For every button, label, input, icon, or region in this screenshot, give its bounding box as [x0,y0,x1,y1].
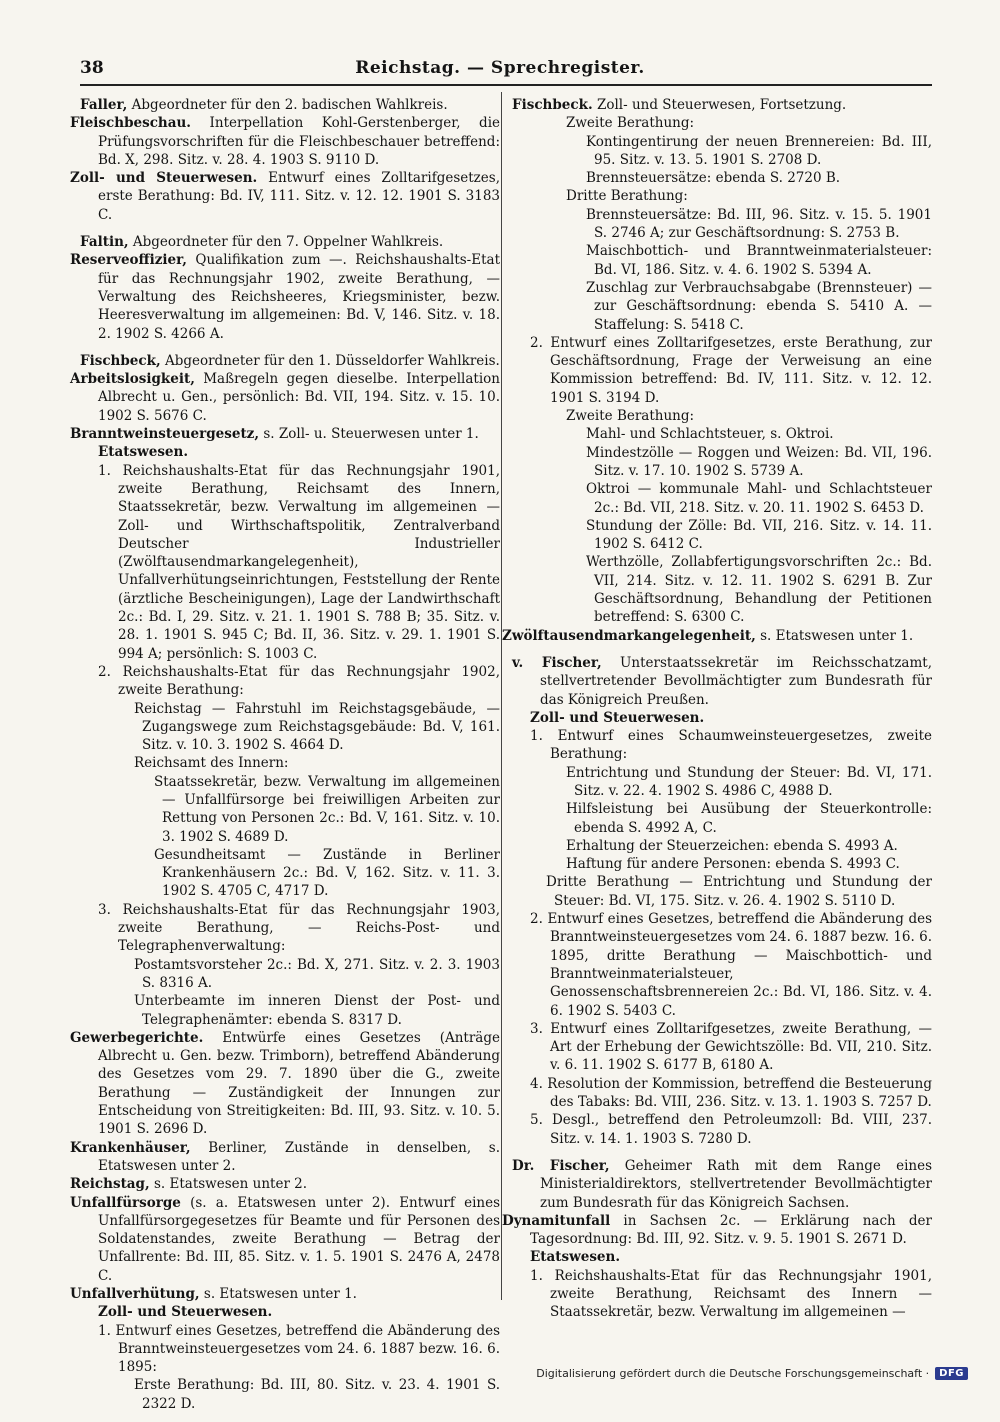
entry-subitem [512,873,932,910]
entry-subitem [502,1212,932,1249]
entry-text: Entrichtung und Stundung der Steuer: Bd. VI, 171. Sitz. v. 22. 4. 1902 S. 4986 C, 4988 D. [566,764,932,799]
entry-text: Dritte Berathung — Entrichtung und Stundung der Steuer: Bd. VI, 175. Sitz. v. 26. 4. 1902 S. 5110 D. [546,874,932,909]
entry-keyword: Fischbeck. [512,97,593,113]
entry-subitem [80,754,500,772]
entry-keyword: Dr. Fischer, [512,1157,610,1174]
entry-subitem [80,1303,500,1321]
entry-keyword: Faltin, [80,234,129,251]
entry-text: 2. Reichshaushalts-Etat für das Rechnungsjahr 1902, zweite Berathung: [98,663,500,699]
index-entry [502,96,932,645]
entry-subitem [512,709,932,727]
entry-text: s. Etatswesen unter 1. [199,1286,357,1302]
entry-subitem [512,517,932,554]
entry-keyword: v. Fischer, [512,654,602,671]
entry-text: s. Etatswesen unter 1. [755,627,914,644]
entry-subitem [70,370,500,425]
entry-subitem [512,1111,932,1148]
entry-keyword: Gewerbegerichte. [70,1029,204,1046]
entry-subitem [512,114,932,132]
entry-keyword: Unfallfürsorge [70,1194,181,1211]
entry-text: Staatssekretär, bezw. Verwaltung im allgemeinen — Unfallfürsorge bei freiwilligen Arbeiten zur Rettung von Personen 2c.: Bd. V, 161. Sitz. v. 10. 3. 1902 S. 4689 D. [154,773,500,845]
column-divider [501,92,502,1300]
entry-text: Interpellation Kohl-Gerstenberger, die Prüfungsvorschriften für die Fleischbeschauer betreffend: Bd. X, 298. Sitz. v. 28. 4. 1903 S. 9110 D. [98,115,500,168]
entry-text: 1. Reichshaushalts-Etat für das Rechnungsjahr 1901, zweite Berathung, Reichsamt des Innern — Staatssekretär, bezw. Verwaltung im allgemeinen — [530,1267,932,1321]
entry-keyword: Etatswesen. [98,444,189,461]
entry-heading [512,654,932,709]
entry-text: Unterbeamte im inneren Dienst der Post- und Telegraphenämter: ebenda S. 8317 D. [134,993,500,1028]
entry-subitem [512,444,932,481]
entry-subitem [512,1267,932,1322]
entry-keyword: Zoll- und Steuerwesen. [70,170,258,187]
entry-text: Dritte Berathung: [566,188,688,205]
entry-text: 5. Desgl., betreffend den Petroleumzoll: Bd. VIII, 237. Sitz. v. 14. 1. 1903 S. 7280 D. [530,1112,932,1147]
entry-subitem [80,663,500,700]
entry-text: Zoll- und Steuerwesen, Fortsetzung. [592,97,847,113]
entry-subitem [512,242,932,279]
entry-text: 1. Entwurf eines Schaumweinsteuergesetzes, zweite Berathung: [530,728,932,763]
entry-keyword: Fischbeck, [80,352,161,369]
entry-text: in Sachsen 2c. — Erklärung nach der Tagesordnung: Bd. III, 92. Sitz. v. 9. 5. 1901 S. 2671 D. [530,1212,932,1248]
entry-keyword: Zoll- und Steuerwesen. [98,1304,273,1321]
entry-text: 3. Entwurf eines Zolltarifgesetzes, zweite Berathung, — Art der Erhebung der Gewichtszölle: Bd. VII, 210. Sitz. v. 6. 11. 1902 S. 6177 B, 6180 A. [530,1020,932,1074]
entry-subitem [512,407,932,425]
entry-text: 1. Reichshaushalts-Etat für das Rechnungsjahr 1901, zweite Berathung, Reichsamt des Innern, Staatssekretär, bezw. Verwaltung im allgemeinen — Zoll- und Wirthschaftspolitik, Zentralverband Deutscher Industrieller (Zwölftausendmarkangelegenheit), Unfallverhütungseinrichtungen, Feststellung der Rente (ärztliche Bescheinigungen), Lage der Landwirthschaft 2c.: Bd. I, 29. Sitz. v. 21. 1. 1901 S. 788 B; 35. Sitz. v. 28. 1. 1901 S. 945 C; Bd. II, 36. Sitz. v. 29. 1. 1901 S. 994 A; persönlich: S. 1003 C. [98,462,500,662]
entry-subitem [512,727,932,764]
entry-subitem [512,334,932,407]
entry-subitem [512,910,932,1020]
running-title: Reichstag. — Sprechregister. [355,58,645,78]
entry-text: Gesundheitsamt — Zustände in Berliner Krankenhäusern 2c.: Bd. V, 162. Sitz. v. 11. 3. 1902 S. 4705 C, 4717 D. [154,846,500,900]
entry-subitem [512,169,932,187]
entry-keyword: Dynamitunfall [502,1212,611,1229]
entry-text: Brennsteuersätze: Bd. III, 96. Sitz. v. 15. 5. 1901 S. 2746 A; zur Geschäftsordnung: S. 2753 B. [586,206,932,242]
entry-text: Geheimer Rath mit dem Range eines Ministerialdirektors, stellvertretender Bevollmächtigter zum Bundesrath für das Königreich Sachsen. [540,1157,933,1211]
entry-subitem [70,1029,500,1139]
entry-text: Werthzölle, Zollabfertigungsvorschriften 2c.: Bd. VII, 214. Sitz. v. 12. 11. 1902 S. 6291 B. Zur Geschäftsordnung, Behandlung der Petitionen betreffend: S. 6300 C. [586,554,932,626]
footer [536,1367,968,1380]
entry-text: Abgeordneter für den 7. Oppelner Wahlkreis. [128,234,444,251]
entry-keyword: Zoll- und Steuerwesen. [530,709,705,726]
entry-subitem [512,279,932,334]
entry-text: Reichsamt des Innern: [134,755,289,772]
entry-text: Oktroi — kommunale Mahl- und Schlachtsteuer 2c.: Bd. VII, 218. Sitz. v. 20. 11. 1902 S. 6453 D. [586,481,932,516]
entry-text: Haftung für andere Personen: ebenda S. 4993 C. [566,856,900,873]
entry-subitem [70,1285,500,1303]
entry-text: Hilfsleistung bei Ausübung der Steuerkontrolle: ebenda S. 4992 A, C. [566,801,932,836]
entry-heading [80,233,500,251]
entry-subitem [70,1194,500,1285]
entry-text: Zweite Berathung: [566,408,695,425]
entry-text: Berliner, Zustände in denselben, s. Etatswesen unter 2. [98,1139,500,1174]
entry-subitem [80,773,500,846]
digitization-credit: Digitalisierung gefördert durch die Deutsche Forschungsgemeinschaft · [536,1367,930,1380]
entry-subitem [512,1075,932,1112]
entry-text: Brennsteuersätze: ebenda S. 2720 B. [586,170,841,187]
entry-subitem [80,846,500,901]
entry-text: Maischbottich- und Branntweinmaterialsteuer: Bd. VI, 186. Sitz. v. 4. 6. 1902 S. 5394 A. [586,243,932,278]
entry-subitem [70,169,500,224]
entry-keyword: Krankenhäuser, [70,1139,191,1156]
entry-keyword: Reichstag, [70,1176,150,1193]
entry-keyword: Etatswesen. [530,1249,621,1266]
entry-heading [80,352,500,370]
entry-keyword: Faller, [80,97,128,113]
entry-subitem [70,251,500,342]
entry-keyword: Reserveoffizier, [70,252,187,269]
entry-text: Reichstag — Fahrstuhl im Reichstagsgebäude, — Zugangswege zum Reichstagsgebäude: Bd. V, 161. Sitz. v. 10. 3. 1902 S. 4664 D. [134,700,500,754]
entry-subitem [512,1248,932,1266]
entry-text: 1. Entwurf eines Gesetzes, betreffend die Abänderung des Branntweinsteuergesetzes vom 24. 6. 1887 bezw. 16. 6. 1895: [98,1322,500,1376]
entry-text: Abgeordneter für den 2. badischen Wahlkreis. [127,97,448,113]
entry-text: Mahl- und Schlachtsteuer, s. Oktroi. [586,426,834,443]
entry-text: Abgeordneter für den 1. Düsseldorfer Wahlkreis. [160,352,500,369]
entry-heading [80,96,500,114]
entry-text: Kontingentirung der neuen Brennereien: Bd. III, 95. Sitz. v. 13. 5. 1901 S. 2708 D. [586,133,932,168]
entry-subitem [512,1020,932,1075]
entry-subitem [502,627,932,645]
entry-text: s. Etatswesen unter 2. [149,1176,308,1193]
entry-subitem [70,1139,500,1176]
entry-text: s. Zoll- u. Steuerwesen unter 1. [259,426,479,443]
entry-subitem [80,901,500,956]
index-entry [70,96,500,224]
entry-text: Mindestzölle — Roggen und Weizen: Bd. VII, 196. Sitz. v. 17. 10. 1902 S. 5739 A. [586,444,932,479]
entry-subitem [80,1322,500,1377]
entry-subitem [512,764,932,801]
entry-subitem [70,1175,500,1193]
entry-keyword: Zwölftausendmarkangelegenheit, [502,627,756,644]
entry-subitem [80,443,500,461]
entry-subitem [512,187,932,205]
entry-text: Postamtsvorsteher 2c.: Bd. X, 271. Sitz. v. 2. 3. 1903 S. 8316 A. [134,956,500,991]
entry-subitem [80,462,500,663]
entry-keyword: Branntweinsteuergesetz, [70,426,260,443]
entry-subitem [70,114,500,169]
entry-keyword: Arbeitslosigkeit, [70,371,195,388]
entry-text: 3. Reichshaushalts-Etat für das Rechnungsjahr 1903, zweite Berathung, — Reichs-Post- und Telegraphenverwaltung: [98,901,500,955]
entry-text: Zweite Berathung: [566,115,695,132]
entry-text: Unterstaatssekretär im Reichsschatzamt, stellvertretender Bevollmächtigter zum Bundesrath für das Königreich Preußen. [540,654,933,708]
entry-subitem [512,133,932,170]
entry-heading [512,1157,932,1212]
index-entry [70,233,500,343]
left-column [70,96,500,1422]
entry-keyword: Unfallverhütung, [70,1286,200,1302]
entry-subitem [70,425,500,443]
entry-text: Erste Berathung: Bd. III, 80. Sitz. v. 23. 4. 1901 S. 2322 D. [134,1377,500,1412]
entry-subitem [80,700,500,755]
entry-keyword: Fleischbeschau. [70,115,191,132]
entry-heading [512,96,932,114]
entry-text: Zuschlag zur Verbrauchsabgabe (Brennsteuer) — zur Geschäftsordnung: ebenda S. 5410 A. — Staffelung: S. 5418 C. [586,279,932,333]
entry-subitem [80,1376,500,1413]
index-entry [512,654,932,1148]
header-rule [80,84,932,86]
entry-text: Entwürfe eines Gesetzes (Anträge Albrecht u. Gen. bezw. Trimborn), betreffend Abänderung des Gesetzes vom 29. 7. 1890 über die G., zweite Berathung — Zuständigkeit der Innungen zur Entscheidung von Streitigkeiten: Bd. III, 93. Sitz. v. 10. 5. 1901 S. 2696 D. [98,1029,500,1138]
entry-text: Stundung der Zölle: Bd. VII, 216. Sitz. v. 14. 11. 1902 S. 6412 C. [586,517,932,553]
entry-text: 4. Resolution der Kommission, betreffend die Besteuerung des Tabaks: Bd. VIII, 236. Sitz. v. 13. 1. 1903 S. 7257 D. [530,1075,932,1111]
entry-text: 2. Entwurf eines Gesetzes, betreffend die Abänderung des Branntweinsteuergesetzes vom 24. 6. 1887 bezw. 16. 6. 1895, dritte Berathung — Maischbottich- und Branntweinmaterialsteuer, Genossenschaftsbrennereien 2c.: Bd. VI, 186. Sitz. v. 4. 6. 1902 S. 5403 C. [530,911,932,1019]
entry-subitem [512,206,932,243]
entry-text: 2. Entwurf eines Zolltarifgesetzes, erste Berathung, zur Geschäftsordnung, Frage der Verweisung an eine Kommission betreffend: Bd. IV, 111. Sitz. v. 12. 12. 1901 S. 3194 D. [530,334,932,406]
entry-subitem [80,992,500,1029]
index-entry [70,352,500,1413]
entry-subitem [80,956,500,993]
entry-text: Maßregeln gegen dieselbe. Interpellation Albrecht u. Gen., persönlich: Bd. VII, 194. Sitz. v. 15. 10. 1902 S. 5676 C. [98,371,500,424]
entry-subitem [512,855,932,873]
entry-text: Entwurf eines Zolltarifgesetzes, erste Berathung: Bd. IV, 111. Sitz. v. 12. 12. 1901 S. 3183 C. [98,170,500,223]
entry-text: Qualifikation zum —. Reichshaushalts-Etat für das Rechnungsjahr 1902, zweite Berathung, — Verwaltung des Reichsheeres, Kriegsminister, bezw. Heeresverwaltung im allgemeinen: Bd. V, 146. Sitz. v. 18. 2. 1902 S. 4266 A. [98,252,500,342]
entry-subitem [512,425,932,443]
right-column [502,96,933,1331]
dfg-logo: DFG [935,1367,968,1380]
entry-text: Erhaltung der Steuerzeichen: ebenda S. 4993 A. [566,837,898,854]
entry-subitem [512,480,932,517]
entry-subitem [512,800,932,837]
entry-subitem [512,837,932,855]
entry-subitem [512,553,932,626]
index-entry [502,1157,933,1322]
page-number: 38 [80,58,104,78]
entry-text: (s. a. Etatswesen unter 2). Entwurf eines Unfallfürsorgegesetzes für Beamte und für Personen des Soldatenstandes, zweite Berathung — Betrag der Unfallrente: Bd. III, 85. Sitz. v. 1. 5. 1901 S. 2476 A, 2478 C. [98,1194,500,1284]
